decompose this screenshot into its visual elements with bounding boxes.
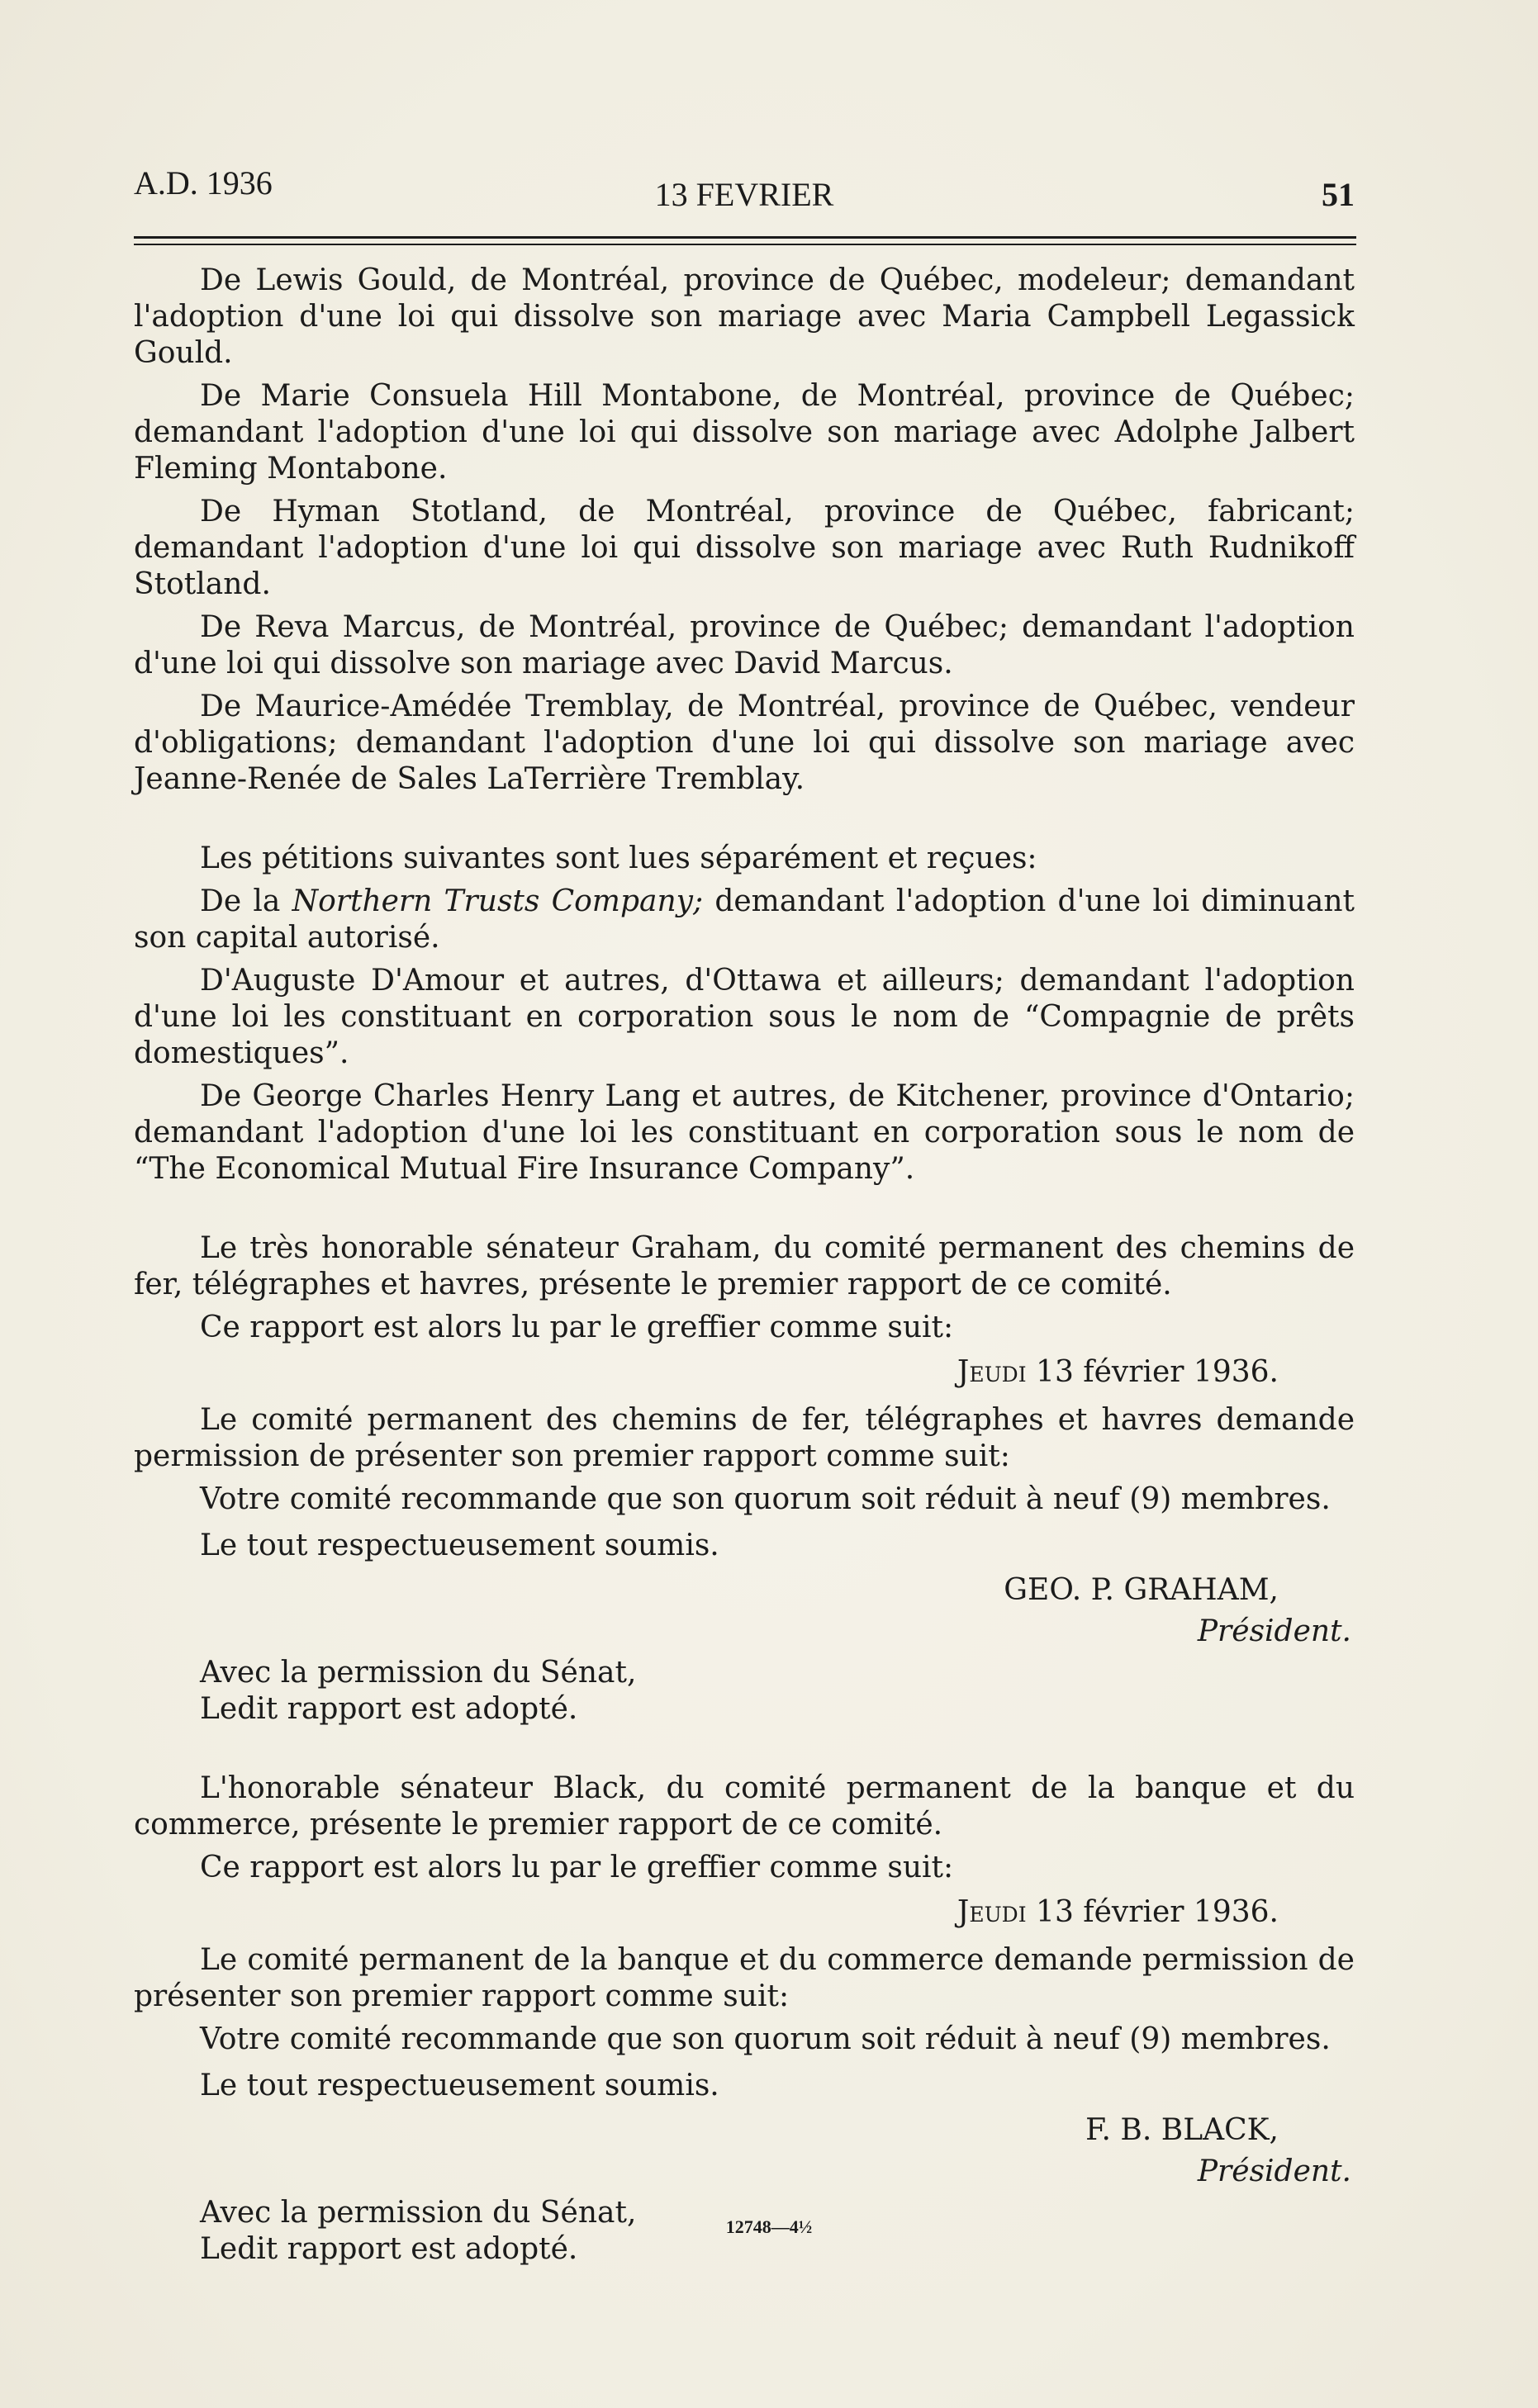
report-adopted: Ledit rapport est adopté. bbox=[200, 1692, 578, 1726]
report-adopted: Ledit rapport est adopté. bbox=[200, 2232, 578, 2266]
petition-prefix: De la bbox=[200, 884, 292, 918]
petition-paragraph: De Lewis Gould, de Montréal, province de Québec, modeleur; demandant l'adoption d'une loi qui dissolve son mariage avec Maria Campbell Legassick Gould. bbox=[134, 263, 1355, 370]
report-request: Le comité permanent de la banque et du commerce demande permission de présenter son premier rapport comme suit: bbox=[134, 1943, 1355, 2013]
page-header bbox=[134, 164, 1355, 213]
report-title: Président. bbox=[1197, 1614, 1351, 1648]
report-title: Président. bbox=[1197, 2154, 1351, 2188]
report-signature: GEO. P. GRAHAM, bbox=[1004, 1573, 1279, 1607]
report-date-rest: 13 février 1936. bbox=[1026, 1355, 1279, 1389]
header-rule bbox=[134, 236, 1356, 245]
petition-paragraph bbox=[134, 884, 1355, 956]
document-body bbox=[134, 263, 1355, 2268]
report-closing: Le tout respectueusement soumis. bbox=[200, 1529, 719, 1562]
report-date bbox=[134, 1894, 1279, 1931]
report-intro: Le très honorable sénateur Graham, du comité permanent des chemins de fer, télégraphes et havres, présente le premier rapport de ce comité. bbox=[134, 1231, 1355, 1301]
report-date-day: Jeudi bbox=[957, 1895, 1027, 1929]
company-name: Northern Trusts Company; bbox=[292, 884, 704, 918]
report-permission: Avec la permission du Sénat, bbox=[200, 1656, 637, 1690]
petition-paragraph: De Marie Consuela Hill Montabone, de Montréal, province de Québec; demandant l'adoption d'une loi qui dissolve son mariage avec Adolphe Jalbert Fleming Montabone. bbox=[134, 379, 1355, 486]
petition-paragraph: De George Charles Henry Lang et autres, de Kitchener, province d'Ontario; demandant l'adoption d'une loi les constituant en corporation sous le nom de “The Economical Mutual Fire Insurance Company”. bbox=[134, 1079, 1355, 1186]
report-read: Ce rapport est alors lu par le greffier comme suit: bbox=[200, 1311, 954, 1344]
petition-paragraph: D'Auguste D'Amour et autres, d'Ottawa et ailleurs; demandant l'adoption d'une loi les constituant en corporation sous le nom de “Compagnie de prêts domestiques”. bbox=[134, 964, 1355, 1070]
report-permission: Avec la permission du Sénat, bbox=[200, 2196, 637, 2230]
printer-mark: 12748—4½ bbox=[725, 2216, 813, 2237]
report-date bbox=[134, 1354, 1279, 1391]
report-date-day: Jeudi bbox=[957, 1355, 1027, 1389]
petition-paragraph: De Hyman Stotland, de Montréal, province de Québec, fabricant; demandant l'adoption d'une loi qui dissolve son mariage avec Ruth Rudnikoff Stotland. bbox=[134, 495, 1355, 601]
header-year: A.D. 1936 bbox=[134, 164, 273, 201]
report-recommendation: Votre comité recommande que son quorum soit réduit à neuf (9) membres. bbox=[200, 2022, 1331, 2056]
report-date-rest: 13 février 1936. bbox=[1026, 1895, 1279, 1929]
petition-suffix: demandant l'adoption d'une loi diminuant son capital autorisé. bbox=[134, 884, 1355, 955]
page-number: 51 bbox=[1322, 176, 1355, 213]
report-closing: Le tout respectueusement soumis. bbox=[200, 2069, 719, 2102]
petition-paragraph: De Maurice-Amédée Tremblay, de Montréal, province de Québec, vendeur d'obligations; demandant l'adoption d'une loi qui dissolve son mariage avec Jeanne-Renée de Sales LaTerrière Tremblay. bbox=[134, 690, 1355, 796]
report-read: Ce rapport est alors lu par le greffier comme suit: bbox=[200, 1851, 954, 1884]
report-request: Le comité permanent des chemins de fer, télégraphes et havres demande permission de présenter son premier rapport comme suit: bbox=[134, 1403, 1355, 1473]
report-intro: L'honorable sénateur Black, du comité permanent de la banque et du commerce, présente le premier rapport de ce comité. bbox=[134, 1771, 1355, 1842]
report-recommendation: Votre comité recommande que son quorum soit réduit à neuf (9) membres. bbox=[200, 1482, 1331, 1516]
petitions-intro: Les pétitions suivantes sont lues séparément et reçues: bbox=[200, 841, 1037, 875]
report-signature: F. B. BLACK, bbox=[1085, 2113, 1279, 2147]
petition-paragraph: De Reva Marcus, de Montréal, province de Québec; demandant l'adoption d'une loi qui dissolve son mariage avec David Marcus. bbox=[134, 610, 1355, 680]
header-date: 13 FEVRIER bbox=[654, 176, 834, 213]
